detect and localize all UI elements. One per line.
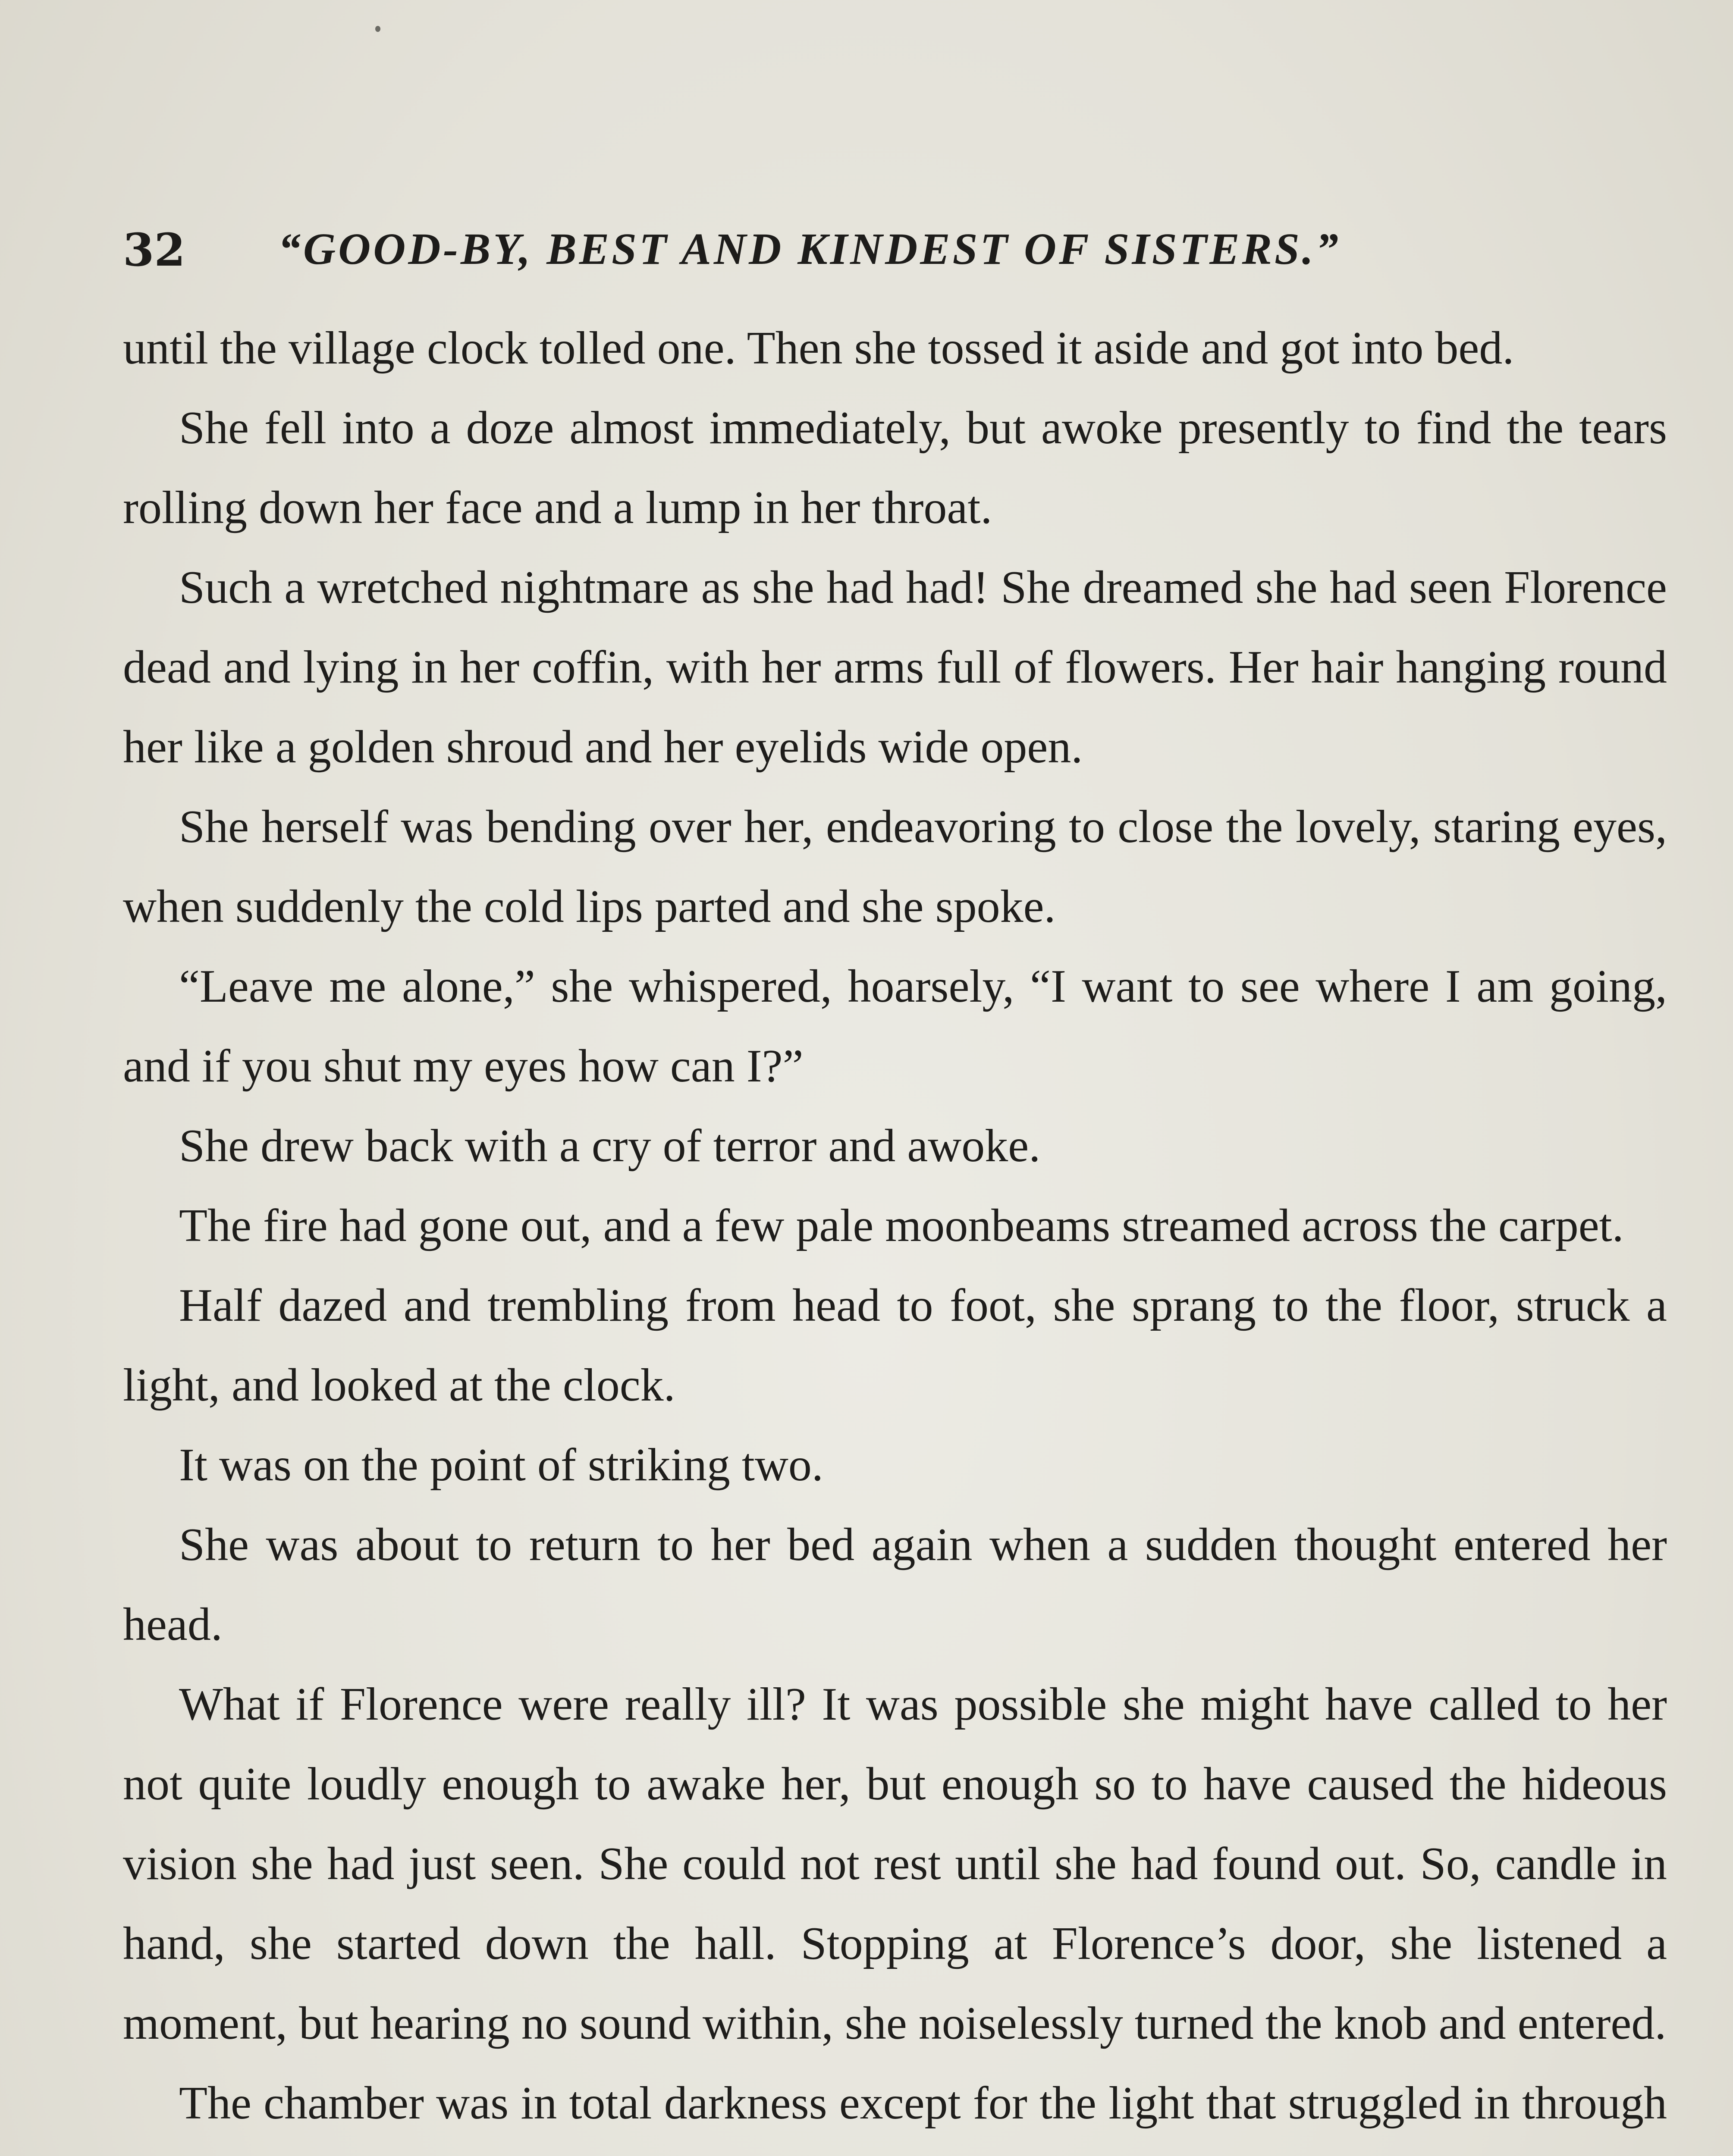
paragraph: It was on the point of striking two.: [179, 1439, 823, 1491]
page-number: 32: [123, 223, 185, 276]
body-text: [123, 308, 1667, 2156]
paragraph: The fire had gone out, and a few pale moonbeams streamed across the carpet.: [179, 1200, 1624, 1251]
page-header: [123, 216, 1658, 285]
paragraph: She herself was bending over her, endeavoring to close the lovely, staring eyes, when suddenly the cold lips parted and she spoke.: [123, 801, 1667, 932]
paragraph: What if Florence were really ill? It was possible she might have called to her not quite loudly enough to awake her, but enough so to have caused the hideous vision she had just seen. She could not rest until she had found out. So, candle in hand, she started down the hall. Stopping at Florence’s door, she listened a moment, but hearing no sound within, she noiselessly turned the knob and entered.: [123, 1679, 1667, 2049]
paragraph: Half dazed and trembling from head to foot, she sprang to the floor, struck a light, and looked at the clock.: [123, 1280, 1667, 1411]
paragraph: “Leave me alone,” she whispered, hoarsely, “I want to see where I am going, and if you shut my eyes how can I?”: [123, 961, 1667, 1092]
paragraph: She fell into a doze almost immediately, but awoke presently to find the tears rolling down her face and a lump in her throat.: [123, 402, 1667, 533]
paragraph: Such a wretched nightmare as she had had! She dreamed she had seen Florence dead and lying in her coffin, with her arms full of flowers. Her hair hanging round her like a golden shroud and her eyelids wide open.: [123, 562, 1667, 773]
running-head: “GOOD-BY, BEST AND KINDEST OF SISTERS.”: [278, 224, 1341, 274]
paragraph: She drew back with a cry of terror and awoke.: [179, 1120, 1041, 1172]
paragraph: She was about to return to her bed again when a sudden thought entered her head.: [123, 1519, 1667, 1650]
paragraph: until the village clock tolled one. Then she tossed it aside and got into bed.: [123, 323, 1514, 374]
paper-speck: [375, 26, 380, 32]
paragraph: The chamber was in total darkness except for the light that struggled in through: [179, 2078, 1667, 2129]
